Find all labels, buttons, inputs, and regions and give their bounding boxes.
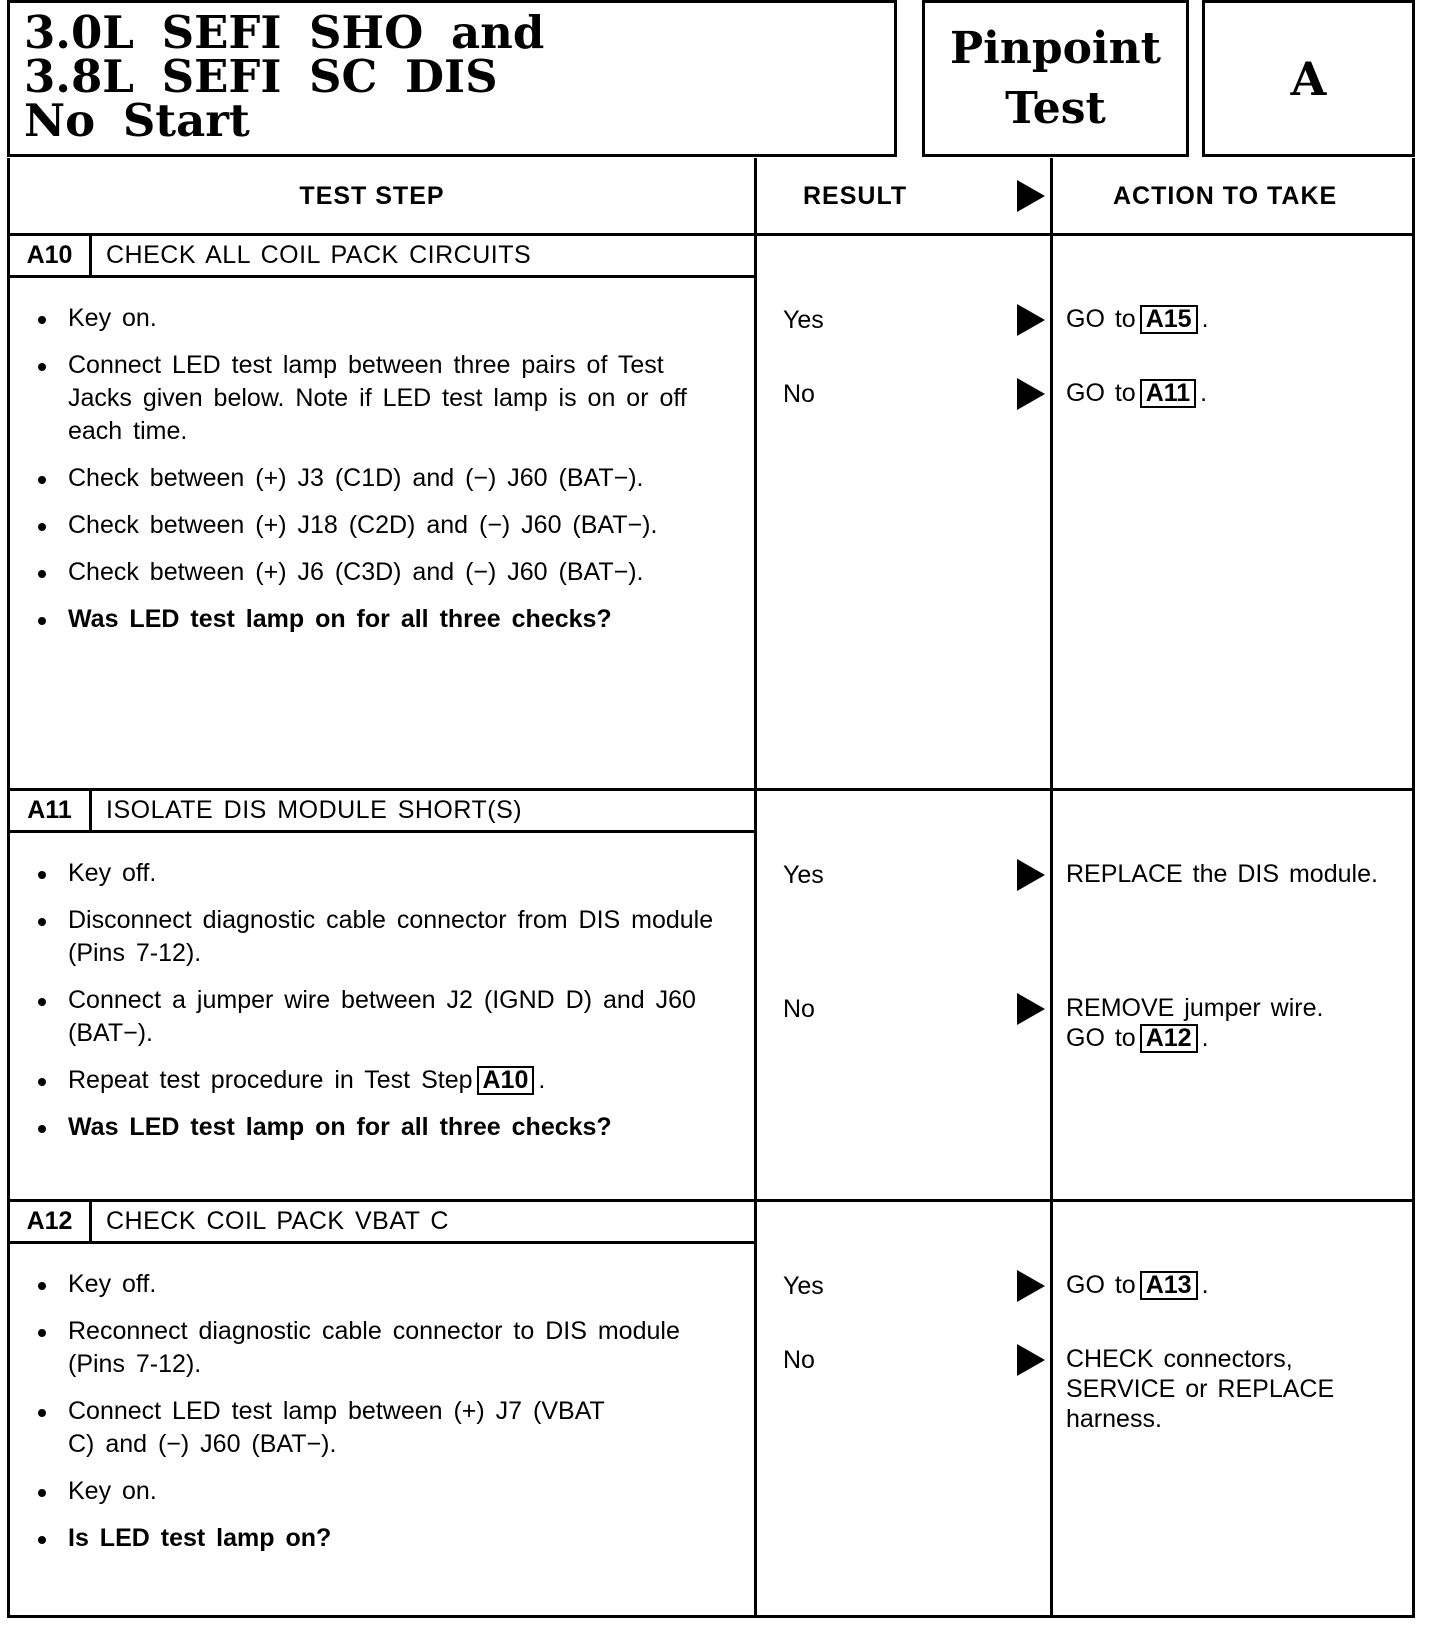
- action-text: REMOVE jumper wire.: [1066, 994, 1324, 1022]
- action-suffix: .: [1200, 379, 1208, 407]
- step-ref: A15: [1140, 305, 1198, 334]
- action-suffix: .: [1201, 1271, 1209, 1299]
- instruction-item: Key off.: [32, 1268, 732, 1301]
- col-head-action: [1113, 158, 1337, 234]
- action-yes: REPLACE the DIS module.: [1066, 860, 1378, 888]
- step-instructions: [32, 857, 732, 1158]
- step-id: A12: [10, 1202, 92, 1241]
- step-title: ISOLATE DIS MODULE SHORT(S): [106, 796, 523, 824]
- step-id: A10: [10, 236, 92, 275]
- pinpoint-test-box: [922, 0, 1189, 157]
- result-yes: Yes: [783, 1272, 824, 1300]
- instruction-item: Key off.: [32, 857, 732, 890]
- step-ref: A10: [477, 1066, 535, 1095]
- instruction-item: Check between (+) J18 (C2D) and (−) J60 (BAT−).: [32, 509, 732, 542]
- test-letter-box: [1202, 0, 1415, 157]
- step-ref: A13: [1140, 1271, 1198, 1300]
- step-instructions: [32, 302, 732, 650]
- instruction-item: Connect LED test lamp between (+) J7 (VBAT C) and (−) J60 (BAT−).: [32, 1395, 732, 1461]
- pinpoint-table: [7, 158, 1415, 1618]
- right-arrow-icon: [1017, 1344, 1045, 1376]
- step-instructions: [32, 1268, 732, 1569]
- col-head-result: [803, 158, 907, 234]
- action-text: GO to: [1066, 1271, 1136, 1299]
- col-head-test-step: [10, 158, 754, 234]
- step-section-a11: [10, 791, 1412, 1199]
- step-title: CHECK COIL PACK VBAT C: [106, 1207, 449, 1235]
- pinpoint-label: Pinpoint: [950, 22, 1161, 74]
- instruction-item: Reconnect diagnostic cable connector to DIS module (Pins 7-12).: [32, 1315, 732, 1381]
- instruction-item: Connect a jumper wire between J2 (IGND D) and J60 (BAT−).: [32, 984, 732, 1050]
- result-no: No: [783, 380, 815, 408]
- title-line-1: 3.0L SEFI SHO and: [24, 6, 545, 59]
- instruction-question: Was LED test lamp on for all three checks?: [32, 1111, 732, 1144]
- col-head-result-label: RESULT: [803, 181, 908, 210]
- step-header: [10, 1202, 757, 1244]
- action-suffix: .: [1201, 305, 1209, 333]
- result-yes: Yes: [783, 861, 824, 889]
- action-no: [1066, 378, 1396, 408]
- instruction-item: Connect LED test lamp between three pairs of Test Jacks given below. Note if LED test lamp is on or off each time.: [32, 349, 732, 448]
- instruction-item: Check between (+) J6 (C3D) and (−) J60 (BAT−).: [32, 556, 732, 589]
- title-line-3: No Start: [24, 94, 250, 147]
- action-text: GO to: [1066, 379, 1136, 407]
- instruction-item: Key on.: [32, 1475, 732, 1508]
- instruction-item: Disconnect diagnostic cable connector from DIS module (Pins 7-12).: [32, 904, 732, 970]
- action-suffix: .: [1201, 1024, 1209, 1052]
- col-head-action-label: ACTION TO TAKE: [1113, 181, 1338, 210]
- result-no: No: [783, 1346, 815, 1374]
- test-letter: A: [1290, 51, 1327, 106]
- right-arrow-icon: [1017, 180, 1045, 212]
- step-header: [10, 236, 757, 278]
- right-arrow-icon: [1017, 378, 1045, 410]
- step-id: A11: [10, 791, 92, 830]
- step-section-a10: [10, 236, 1412, 788]
- step-ref: A11: [1140, 379, 1196, 408]
- instruction-item: [32, 1064, 732, 1097]
- step-header: [10, 791, 757, 833]
- test-label: Test: [1005, 82, 1106, 134]
- result-yes: Yes: [783, 306, 824, 334]
- title-line-2: 3.8L SEFI SC DIS: [24, 50, 498, 103]
- right-arrow-icon: [1017, 859, 1045, 891]
- instruction-item: Key on.: [32, 302, 732, 335]
- right-arrow-icon: [1017, 1270, 1045, 1302]
- step-title: CHECK ALL COIL PACK CIRCUITS: [106, 241, 532, 269]
- right-arrow-icon: [1017, 993, 1045, 1025]
- title-box: [7, 0, 897, 157]
- action-no: [1066, 993, 1396, 1053]
- col-head-arrow: [1017, 158, 1045, 234]
- action-yes: [1066, 1270, 1396, 1300]
- instruction-text: Repeat test procedure in Test Step: [68, 1066, 473, 1094]
- right-arrow-icon: [1017, 304, 1045, 336]
- step-section-a12: [10, 1202, 1412, 1612]
- instruction-suffix: .: [538, 1066, 546, 1094]
- col-head-test-step-label: TEST STEP: [299, 181, 445, 210]
- instruction-item: Check between (+) J3 (C1D) and (−) J60 (BAT−).: [32, 462, 732, 495]
- result-no: No: [783, 995, 815, 1023]
- action-no: CHECK connectors, SERVICE or REPLACE harness.: [1066, 1345, 1335, 1433]
- action-yes: [1066, 304, 1396, 334]
- instruction-question: Was LED test lamp on for all three checks?: [32, 603, 732, 636]
- action-text: GO to: [1066, 1024, 1136, 1052]
- instruction-question: Is LED test lamp on?: [32, 1522, 732, 1555]
- step-ref: A12: [1140, 1024, 1198, 1053]
- action-text: GO to: [1066, 305, 1136, 333]
